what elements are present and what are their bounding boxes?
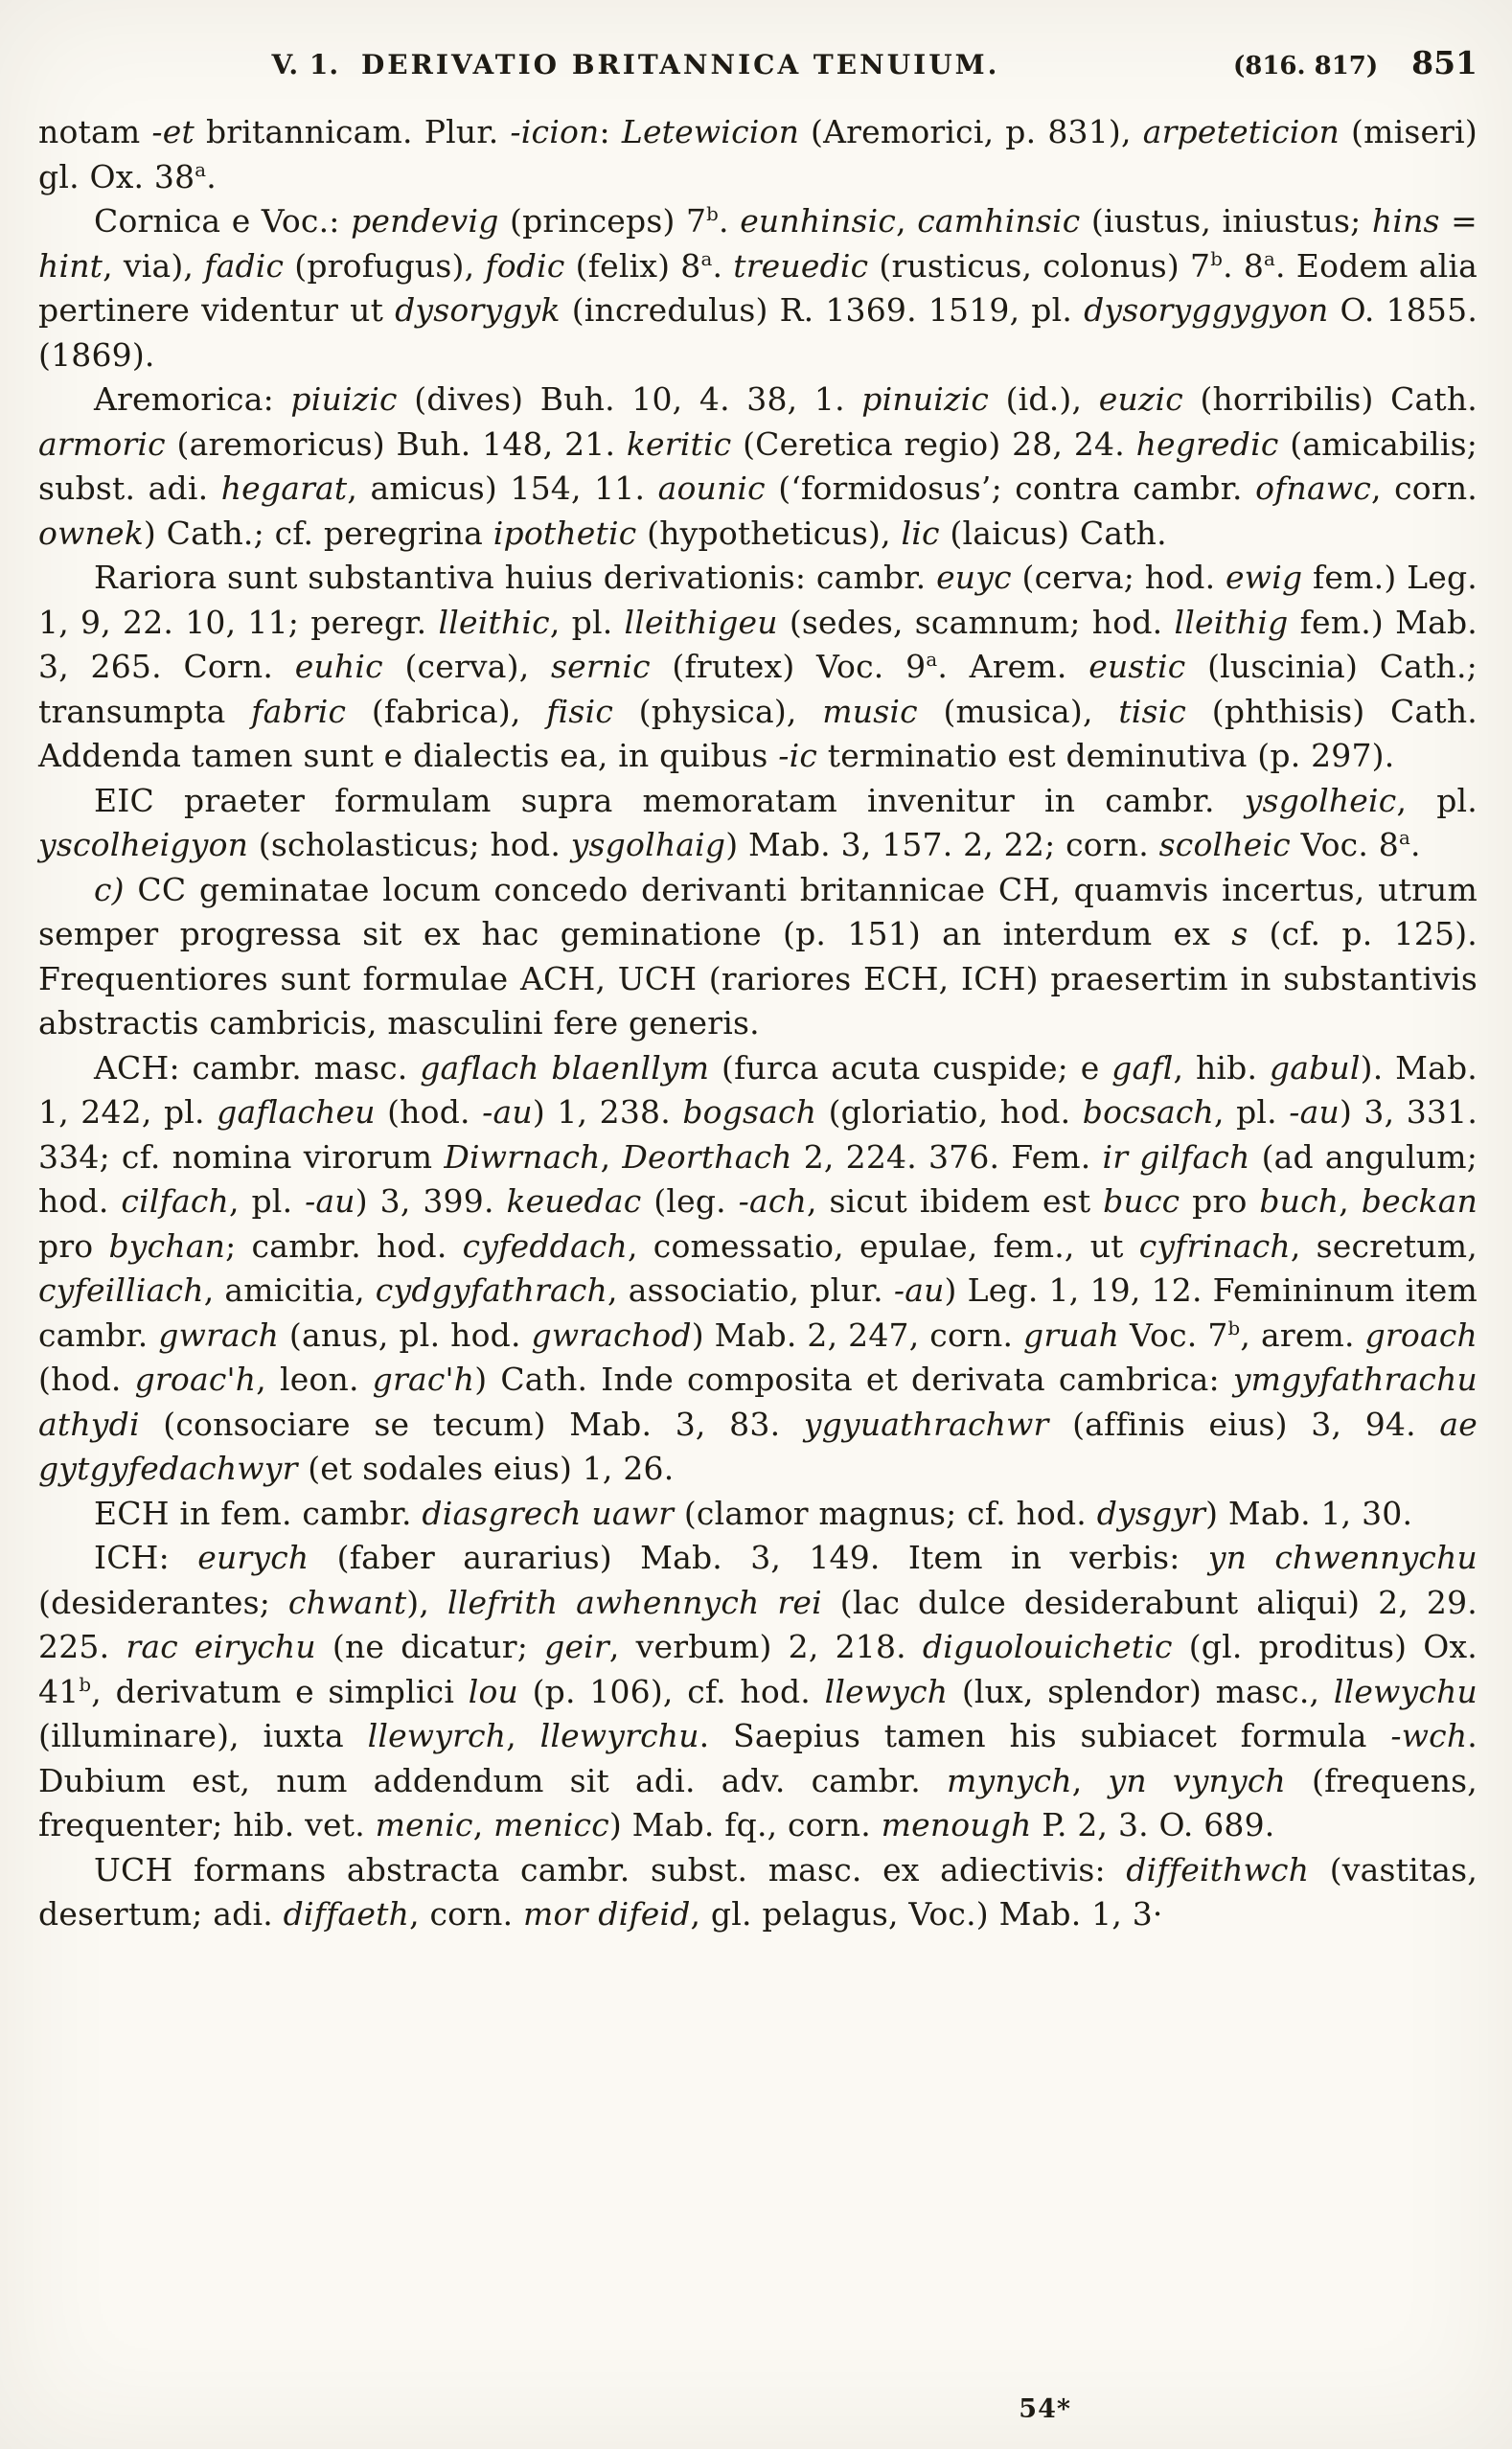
italic-term: fodic xyxy=(485,246,565,285)
italic-term: bychan xyxy=(108,1226,226,1265)
text-run: (leg. xyxy=(641,1182,739,1220)
text-run: , comessatio, epulae, fem., ut xyxy=(627,1226,1139,1265)
text-run: (sedes, scamnum; hod. xyxy=(777,603,1175,641)
italic-term: rac eirychu xyxy=(126,1628,316,1665)
italic-term: gwrachod xyxy=(531,1316,692,1354)
text-run: (desiderantes; xyxy=(38,1583,288,1621)
text-run: , leon. xyxy=(256,1361,373,1398)
text-run: (musica), xyxy=(917,692,1119,730)
text-run: (hod. xyxy=(375,1093,483,1131)
italic-term: -au xyxy=(893,1271,945,1309)
text-run: ) Cath. Inde composita et derivata cambrica: xyxy=(474,1361,1233,1398)
italic-term: geir xyxy=(544,1628,609,1665)
text-run: , derivatum e simplici xyxy=(91,1672,469,1710)
italic-term: diffaeth xyxy=(283,1895,410,1933)
text-run: , pl. xyxy=(549,603,625,641)
text-run: , hib. xyxy=(1173,1048,1270,1087)
italic-term: beckan xyxy=(1361,1182,1478,1220)
text-run: (felix) 8 xyxy=(564,246,701,285)
text-run: (hypotheticus), xyxy=(636,514,902,552)
text-run: , pl. xyxy=(228,1182,306,1220)
text-run: (anus, pl. hod. xyxy=(279,1316,532,1354)
text-run: , associatio, plur. xyxy=(607,1271,894,1309)
italic-term: diasgrech uawr xyxy=(422,1494,675,1532)
italic-term: diffeithwch xyxy=(1126,1850,1310,1888)
text-run: . Dubium est, num addendum sit adi. adv. cambr. xyxy=(38,1717,1478,1799)
italic-term: armoric xyxy=(38,424,166,463)
italic-term: ofnawc xyxy=(1255,469,1372,507)
text-run: (consociare se tecum) Mab. 3, 83. xyxy=(139,1405,804,1443)
italic-term: mynych xyxy=(947,1761,1072,1799)
text-run: ) Mab. 2, 247, corn. xyxy=(691,1316,1024,1354)
text-run: (laicus) Cath. xyxy=(939,514,1167,552)
text-run: Aremorica: xyxy=(94,380,291,418)
text-run: (scholasticus; hod. xyxy=(248,826,571,863)
paragraph xyxy=(38,868,1478,1046)
italic-term: menough xyxy=(881,1806,1032,1843)
paragraph xyxy=(38,556,1478,779)
text-run: , corn. xyxy=(1371,469,1478,507)
italic-term: cyfrinach xyxy=(1138,1226,1291,1265)
text-run: (p. 106), cf. hod. xyxy=(517,1672,825,1710)
page-body xyxy=(38,110,1478,1937)
text-run: , pl. xyxy=(1213,1093,1290,1131)
text-run: , secretum, xyxy=(1290,1226,1478,1265)
text-run: , xyxy=(1339,1182,1362,1220)
text-run: . Eodem alia pertinere videntur ut xyxy=(38,246,1478,329)
text-run: (princeps) 7 xyxy=(498,202,707,240)
text-run: (Aremorici, p. 831), xyxy=(799,113,1143,150)
header-volume: V. 1. xyxy=(271,49,340,80)
italic-term: -icion xyxy=(510,113,600,150)
text-run: : xyxy=(599,113,622,150)
italic-term: gaflacheu xyxy=(217,1093,376,1131)
italic-term: euyc xyxy=(936,559,1012,596)
text-run: . 8 xyxy=(1223,246,1265,285)
text-run: (dives) Buh. 10, 4. 38, 1. xyxy=(397,380,862,418)
text-run: ) Mab. 1, 30. xyxy=(1205,1494,1413,1532)
text-run: (frutex) Voc. 9 xyxy=(650,648,927,685)
italic-term: euhic xyxy=(294,648,383,685)
text-run: , xyxy=(1071,1761,1109,1799)
text-run: (physica), xyxy=(613,692,823,730)
italic-term: eustic xyxy=(1088,648,1186,685)
text-run: UCH formans abstracta cambr. subst. masc. ex adiectivis: xyxy=(94,1850,1127,1888)
text-run: ACH: cambr. masc. xyxy=(94,1048,421,1087)
superscript: b xyxy=(706,203,720,225)
italic-term: cilfach xyxy=(121,1182,229,1220)
text-run: notam xyxy=(38,113,152,150)
text-run: , corn. xyxy=(409,1895,524,1933)
italic-term: Deorthach xyxy=(622,1137,792,1176)
text-run: , pl. xyxy=(1396,781,1478,819)
italic-term: lou xyxy=(468,1672,518,1710)
text-run: , via), xyxy=(103,246,205,285)
text-run: (faber aurarius) Mab. 3, 149. Item in verbis: xyxy=(309,1539,1208,1576)
italic-term: fadic xyxy=(204,246,285,285)
italic-term: keritic xyxy=(626,424,732,463)
italic-term: -ach xyxy=(738,1182,808,1220)
text-run: O. 1855. (1869). xyxy=(38,291,1478,374)
italic-term: ae gytgyfedachwyr xyxy=(38,1405,1478,1487)
italic-term: groac'h xyxy=(134,1361,257,1398)
italic-term: dysorygyk xyxy=(395,291,561,329)
italic-term: music xyxy=(822,692,918,730)
italic-term: eunhinsic xyxy=(740,202,897,240)
text-run: (gloriatio, hod. xyxy=(816,1093,1083,1131)
italic-term: ipothetic xyxy=(493,514,637,552)
text-run: ) Mab. fq., corn. xyxy=(608,1806,882,1843)
italic-term: hint xyxy=(38,246,103,285)
italic-term: hegarat xyxy=(220,469,348,507)
text-run: (horribilis) Cath. xyxy=(1182,380,1478,418)
italic-term: groach xyxy=(1364,1316,1478,1354)
italic-term: ymgyfathrachu athydi xyxy=(38,1361,1478,1443)
header-page-number: 851 xyxy=(1411,44,1478,81)
italic-term: camhinsic xyxy=(917,202,1081,240)
text-run: (lux, splendor) masc., xyxy=(948,1672,1334,1710)
italic-term: lleithigeu xyxy=(624,603,778,641)
text-run: ) 1, 238. xyxy=(532,1093,683,1131)
text-run: . Arem. xyxy=(937,648,1089,685)
italic-term: eurych xyxy=(197,1539,309,1576)
italic-term: menic xyxy=(375,1806,473,1843)
italic-term: cyfeilliach xyxy=(38,1271,204,1309)
text-run: P. 2, 3. O. 689. xyxy=(1031,1806,1275,1843)
text-run: Voc. 8 xyxy=(1290,826,1399,863)
text-run: . xyxy=(712,246,734,285)
text-run: (vastitas, desertum; adi. xyxy=(38,1850,1478,1933)
paragraph xyxy=(38,110,1478,199)
text-run: Voc. 7 xyxy=(1119,1316,1228,1354)
paragraph xyxy=(38,1492,1478,1537)
text-run: , amicitia, xyxy=(203,1271,376,1309)
italic-term: llewyrchu xyxy=(539,1717,699,1754)
text-run: , xyxy=(600,1137,623,1176)
text-run: (iustus, iniustus; xyxy=(1080,202,1372,240)
text-run: fem.) Leg. 1, 9, 22. 10, 11; peregr. xyxy=(38,559,1478,641)
text-run: ) 3, 331. 334; cf. nomina virorum xyxy=(38,1093,1478,1176)
text-run: (lac dulce desiderabunt aliqui) 2, 29. 225. xyxy=(38,1583,1478,1665)
text-run: (illuminare), iuxta xyxy=(38,1717,368,1754)
italic-term: mor difeid xyxy=(523,1895,691,1933)
italic-term: hegredic xyxy=(1135,424,1279,463)
text-run: (incredulus) R. 1369. 1519, pl. xyxy=(560,291,1085,329)
header-title: DERIVATIO BRITANNICA TENUIUM. xyxy=(361,49,1000,80)
paragraph xyxy=(38,1536,1478,1848)
text-run: (cerva; hod. xyxy=(1011,559,1226,596)
text-run: (Ceretica regio) 28, 24. xyxy=(731,424,1136,463)
text-run: (fabrica), xyxy=(346,692,547,730)
running-header xyxy=(38,44,1478,81)
header-right xyxy=(1233,44,1478,81)
italic-term: llefrith awhennych rei xyxy=(447,1583,822,1621)
italic-term: ygyuathrachwr xyxy=(803,1405,1049,1443)
italic-term: -et xyxy=(151,113,195,150)
superscript: a xyxy=(700,247,713,270)
italic-term: ir gilfach xyxy=(1102,1137,1250,1176)
italic-term: tisic xyxy=(1118,692,1187,730)
italic-term: s xyxy=(1231,915,1249,952)
italic-term: cyfeddach xyxy=(462,1226,628,1265)
italic-term: gaflach blaenllym xyxy=(420,1048,710,1087)
text-run: . xyxy=(206,157,217,195)
italic-term: yn chwennychu xyxy=(1207,1539,1478,1576)
text-run: Rariora sunt substantiva huius derivationis: cambr. xyxy=(94,559,937,596)
text-run: ). Mab. 1, 242, pl. xyxy=(38,1048,1478,1131)
text-run: , verbum) 2, 218. xyxy=(608,1628,923,1665)
text-run: (et sodales eius) 1, 26. xyxy=(297,1450,675,1487)
italic-term: -wch xyxy=(1390,1717,1468,1754)
text-run: , gl. pelagus, Voc.) Mab. 1, 3· xyxy=(690,1895,1163,1933)
text-run: EIC praeter formulam supra memoratam invenitur in cambr. xyxy=(94,781,1245,819)
italic-term: yn vynych xyxy=(1108,1761,1286,1799)
italic-term: llewychu xyxy=(1333,1672,1478,1710)
superscript: a xyxy=(1398,827,1410,849)
text-run: (frequens, frequenter; hib. vet. xyxy=(38,1761,1478,1843)
italic-term: lic xyxy=(901,514,940,552)
text-run: ) Leg. 1, 19, 12. Femininum item cambr. xyxy=(38,1271,1478,1354)
text-run: , arem. xyxy=(1240,1316,1365,1354)
italic-term: cydgyfathrach xyxy=(375,1271,608,1309)
text-run: , sicut ibidem est xyxy=(807,1182,1104,1220)
italic-term: gwrach xyxy=(158,1316,280,1354)
text-run: 2, 224. 376. Fem. xyxy=(791,1137,1103,1176)
superscript: a xyxy=(926,649,938,671)
italic-term: -au xyxy=(305,1182,355,1220)
text-run: (‘formidosus’; contra cambr. xyxy=(765,469,1256,507)
text-run: (clamor magnus; cf. hod. xyxy=(674,1494,1097,1532)
italic-term: keuedac xyxy=(506,1182,642,1220)
text-run: ) Mab. 3, 157. 2, 22; corn. xyxy=(725,826,1159,863)
italic-term: bogsach xyxy=(682,1093,817,1131)
text-run: (affinis eius) 3, 94. xyxy=(1048,1405,1440,1443)
text-run: , xyxy=(506,1717,540,1754)
italic-term: fabric xyxy=(251,692,347,730)
italic-term: bocsach xyxy=(1082,1093,1214,1131)
italic-term: lleithig xyxy=(1174,603,1289,641)
italic-term: -au xyxy=(1289,1093,1340,1131)
superscript: b xyxy=(79,1673,92,1696)
header-center xyxy=(38,49,1233,80)
text-run: (phthisis) Cath. Addenda tamen sunt e dialectis ea, in quibus xyxy=(38,692,1478,774)
text-run: (gl. proditus) Ox. 41 xyxy=(38,1628,1478,1710)
italic-term: pinuizic xyxy=(861,380,990,418)
italic-term: gafl xyxy=(1111,1048,1174,1087)
text-run: (furca acuta cuspide; e xyxy=(709,1048,1112,1087)
italic-term: ownek xyxy=(38,514,144,552)
text-run: , xyxy=(896,202,918,240)
footer-signature: 54* xyxy=(1019,2394,1071,2424)
superscript: b xyxy=(1227,1316,1241,1339)
italic-term: ysgolhaig xyxy=(570,826,726,863)
italic-term: llewyrch xyxy=(367,1717,507,1754)
text-run: . xyxy=(1409,826,1421,863)
text-run: (cerva), xyxy=(382,648,552,685)
italic-term: yscolheigyon xyxy=(38,826,249,863)
text-run: CC geminatae locum concedo derivanti britannicae CH, quamvis incertus, utrum semper progressa sit ex hac geminatione (p. 151) an interdum ex xyxy=(38,870,1478,952)
text-run: (luscinia) Cath.; transumpta xyxy=(38,648,1478,730)
text-run: fem.) Mab. 3, 265. Corn. xyxy=(38,603,1478,685)
text-run: (ne dicatur; xyxy=(315,1628,545,1665)
text-run: ; cambr. hod. xyxy=(225,1226,463,1265)
italic-term: grac'h xyxy=(372,1361,475,1398)
italic-term: piuizic xyxy=(290,380,398,418)
text-run: pro xyxy=(38,1226,109,1265)
italic-term: ewig xyxy=(1226,559,1303,596)
text-run: (rusticus, colonus) 7 xyxy=(868,246,1211,285)
text-run: . xyxy=(719,202,741,240)
text-run: (cf. p. 125). Frequentiores sunt formulae ACH, UCH (rariores ECH, ICH) praesertim in substantivis abstractis cambricis, masculini fere generis. xyxy=(38,915,1478,1041)
italic-term: Letewicion xyxy=(621,113,800,150)
italic-term: arpeteticion xyxy=(1142,113,1340,150)
italic-term: -ic xyxy=(778,737,818,774)
text-run: (hod. xyxy=(38,1361,135,1398)
italic-term: fisic xyxy=(546,692,614,730)
italic-term: euzic xyxy=(1098,380,1183,418)
italic-term: scolheic xyxy=(1158,826,1291,863)
text-run: ICH: xyxy=(94,1539,198,1576)
paragraph xyxy=(38,199,1478,378)
superscript: a xyxy=(195,158,207,181)
text-run: , amicus) 154, 11. xyxy=(347,469,658,507)
header-column-numbers: (816. 817) xyxy=(1232,52,1379,80)
italic-term: llewych xyxy=(824,1672,949,1710)
text-run: britannicam. Plur. xyxy=(194,113,511,150)
italic-term: Diwrnach xyxy=(444,1137,601,1176)
italic-term: aounic xyxy=(657,469,766,507)
text-run: terminatio est deminutiva (p. 297). xyxy=(817,737,1395,774)
italic-term: pendevig xyxy=(351,202,499,240)
text-run: ) 3, 399. xyxy=(355,1182,507,1220)
text-run: = xyxy=(1439,202,1478,240)
text-run: . Saepius tamen his subiacet formula xyxy=(699,1717,1391,1754)
italic-term: -au xyxy=(482,1093,533,1131)
italic-term: gabul xyxy=(1269,1048,1361,1087)
text-run: (ad angulum; hod. xyxy=(38,1137,1478,1220)
italic-term: chwant xyxy=(287,1583,407,1621)
text-run: (amicabilis; subst. adi. xyxy=(38,424,1478,507)
text-run: ) Cath.; cf. peregrina xyxy=(143,514,493,552)
italic-term: dysgyr xyxy=(1096,1494,1206,1532)
text-run: (aremoricus) Buh. 148, 21. xyxy=(165,424,627,463)
italic-term: sernic xyxy=(551,648,651,685)
italic-term: hins xyxy=(1371,202,1440,240)
text-run: Cornica e Voc.: xyxy=(94,202,352,240)
text-run: ), xyxy=(406,1583,447,1621)
italic-term: ysgolheic xyxy=(1244,781,1397,819)
text-run: ECH in fem. cambr. xyxy=(94,1494,423,1532)
paragraph xyxy=(38,1046,1478,1492)
italic-term: buch xyxy=(1259,1182,1340,1220)
italic-term: dysoryggygyon xyxy=(1084,291,1329,329)
superscript: a xyxy=(1264,247,1276,270)
italic-term: c) xyxy=(94,870,125,908)
paragraph xyxy=(38,1848,1478,1937)
superscript: b xyxy=(1210,247,1224,270)
paragraph xyxy=(38,378,1478,556)
paragraph xyxy=(38,779,1478,868)
text-run: (id.), xyxy=(989,380,1099,418)
italic-term: gruah xyxy=(1023,1316,1120,1354)
italic-term: lleithic xyxy=(438,603,550,641)
italic-term: treuedic xyxy=(733,246,869,285)
italic-term: menicc xyxy=(493,1806,609,1843)
italic-term: diguolouichetic xyxy=(922,1628,1173,1665)
text-run: , xyxy=(472,1806,494,1843)
text-run: (profugus), xyxy=(284,246,486,285)
text-run: pro xyxy=(1180,1182,1260,1220)
italic-term: bucc xyxy=(1103,1182,1180,1220)
text-run: (miseri) gl. Ox. 38 xyxy=(38,113,1478,195)
